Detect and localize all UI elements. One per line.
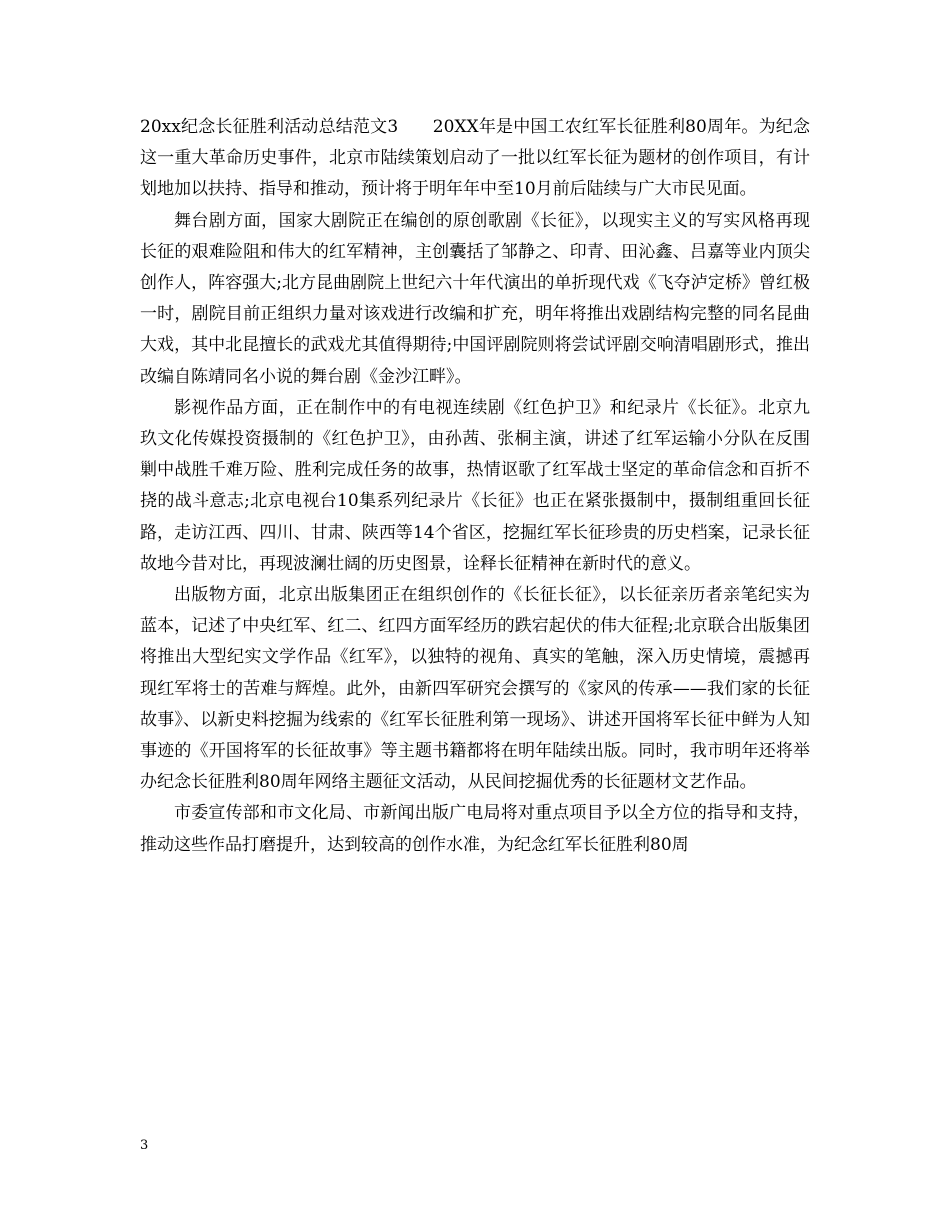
paragraph-stage-drama: 舞台剧方面，国家大剧院正在编创的原创歌剧《长征》，以现实主义的写实风格再现长征的艰难险阻和伟大的红军精神，主创囊括了邹静之、印青、田沁鑫、吕嘉等业内顶尖创作人，阵容强大;北方昆曲剧院上世纪六十年代演出的单折现代戏《飞夺泸定桥》曾红极一时，剧院目前正组织力量对该戏进行改编和扩充，明年将推出戏剧结构完整的同名昆曲大戏，其中北昆擅长的武戏尤其值得期待;中国评剧院则将尝试评剧交响清唱剧形式，推出改编自陈靖同名小说的舞台剧《金沙江畔》。 xyxy=(140,210,810,387)
paragraph-intro: 20xx纪念长征胜利活动总结范文3 20XX年是中国工农红军长征胜利80周年。为纪念这一重大革命历史事件，北京市陆续策划启动了一批以红军长征为题材的创作项目，有计划地加以扶持、指导和推动，预计将于明年年中至10月前后陆续与广大市民见面。 xyxy=(140,117,810,200)
paragraph-publications: 出版物方面，北京出版集团正在组织创作的《长征长征》，以长征亲历者亲笔纪实为蓝本，记述了中央红军、红二、红四方面军经历的跌宕起伏的伟大征程;北京联合出版集团将推出大型纪实文学作品《红军》，以独特的视角、真实的笔触，深入历史情境，震撼再现红军将士的苦难与辉煌。此外，由新四军研究会撰写的《家风的传承——我们家的长征故事》、以新史料挖掘为线索的《红军长征胜利第一现场》、讲述开国将军长征中鲜为人知事迹的《开国将军的长征故事》等主题书籍都将在明年陆续出版。同时，我市明年还将举办纪念长征胜利80周年网络主题征文活动，从民间挖掘优秀的长征题材文艺作品。 xyxy=(140,585,810,793)
paragraph-support: 市委宣传部和市文化局、市新闻出版广电局将对重点项目予以全方位的指导和支持，推动这些作品打磨提升，达到较高的创作水准，为纪念红军长征胜利80周 xyxy=(140,803,810,855)
body-text xyxy=(140,112,810,861)
paragraph-film-tv: 影视作品方面，正在制作中的有电视连续剧《红色护卫》和纪录片《长征》。北京九玖文化传媒投资摄制的《红色护卫》，由孙茜、张桐主演，讲述了红军运输小分队在反围剿中战胜千难万险、胜利完成任务的故事，热情讴歌了红军战士坚定的革命信念和百折不挠的战斗意志;北京电视台10集系列纪录片《长征》也正在紧张摄制中，摄制组重回长征路，走访江西、四川、甘肃、陕西等14个省区，挖掘红军长征珍贵的历史档案，记录长征故地今昔对比，再现波澜壮阔的历史图景，诠释长征精神在新时代的意义。 xyxy=(140,397,810,574)
page-number: 3 xyxy=(140,1138,149,1153)
